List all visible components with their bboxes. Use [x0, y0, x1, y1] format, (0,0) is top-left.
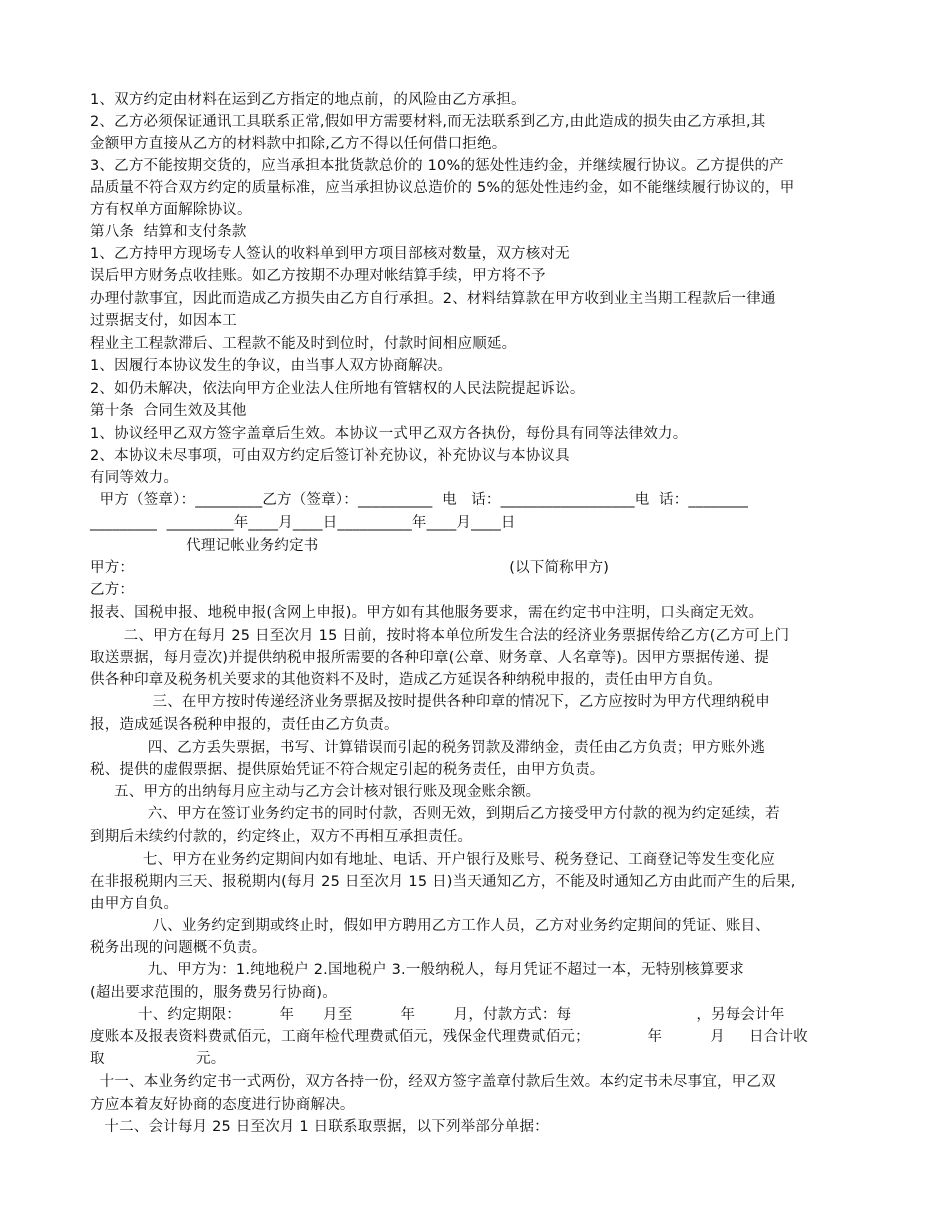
text-line: 五、甲方的出纳每月应主动与乙方会计核对银行账及现金账余额。 [90, 784, 541, 800]
text-line: 1、双方约定由材料在运到乙方指定的地点前，的风险由乙方承担。 [90, 92, 526, 108]
text-line: 六、甲方在签订业务约定书的同时付款，否则无效，到期后乙方接受甲方付款的视为约定延续，若 [90, 806, 780, 822]
text-line: 到期后未续约付款的，约定终止，双方不再相互承担责任。 [90, 829, 473, 845]
text-line: 2、乙方必须保证通讯工具联系正常,假如甲方需要材料,而无法联系到乙方,由此造成的损失由乙方承担,其 [90, 114, 766, 130]
text-line: (超出要求范围的，服务费另行协商)。 [90, 985, 337, 1001]
text-line: 度账本及报表资料费贰佰元，工商年检代理费贰佰元，残保金代理费贰佰元； 年 月 日合计收 [90, 1029, 808, 1045]
text-line: 1、因履行本协议发生的争议，由当事人双方协商解决。 [90, 358, 453, 374]
text-line: 由甲方自负。 [90, 896, 179, 912]
text-line: 十、约定期限： 年 月至 年 月，付款方式：每 ，另每会计年 [90, 1007, 785, 1023]
text-line: 取送票据，每月壹次)并提供纳税申报所需要的各种印章(公章、财务章、人名章等)。因甲方票据传递、提 [90, 650, 770, 666]
text-line: 金额甲方直接从乙方的材料款中扣除,乙方不得以任何借口拒绝。 [90, 136, 507, 152]
text-line: 七、甲方在业务约定期间内如有地址、电话、开户银行及账号、税务登记、工商登记等发生变化应 [90, 852, 775, 868]
text-line: 办理付款事宜，因此而造成乙方损失由乙方自行承担。2、材料结算款在甲方收到业主当期工程款后一律通 [90, 291, 776, 307]
text-line: 品质量不符合双方约定的质量标准，应当承担协议总造价的 5%的惩处性违约金，如不能继续履行协议的，甲 [90, 180, 795, 196]
date-line: _________ _________年____月____日__________年____月____日 [90, 515, 516, 531]
section-heading: 第八条 结算和支付条款 [90, 224, 247, 240]
text-line: 在非报税期内三天、报税期内(每月 25 日至次月 15 日)当天通知乙方，不能及时通知乙方由此而产生的后果, [90, 874, 796, 890]
text-line: 取 元。 [90, 1051, 226, 1067]
party-b-line: 乙方： [90, 582, 135, 598]
document-title: 代理记帐业务约定书 [90, 538, 319, 554]
party-a-line: 甲方： (以下简称甲方) [90, 560, 610, 576]
text-line: 十一、本业务约定书一式两份，双方各持一份，经双方签字盖章付款后生效。本约定书未尽事宜，甲乙双 [90, 1074, 776, 1090]
text-line: 二、甲方在每月 25 日至次月 15 日前，按时将本单位所发生合法的经济业务票据传给乙方(乙方可上门 [90, 628, 790, 644]
section-heading: 第十条 合同生效及其他 [90, 403, 247, 419]
text-line: 九、甲方为：1.纯地税户 2.国地税户 3.一般纳税人，每月凭证不超过一本，无特别核算要求 [90, 962, 744, 978]
text-line: 十二、会计每月 25 日至次月 1 日联系取票据，以下列举部分单据： [90, 1119, 549, 1135]
text-line: 八、业务约定到期或终止时，假如甲方聘用乙方工作人员，乙方对业务约定期间的凭证、账目、 [90, 918, 770, 934]
text-line: 税、提供的虚假票据、提供原始凭证不符合规定引起的税务责任，由甲方负责。 [90, 762, 605, 778]
text-line: 过票据支付，如因本工 [90, 313, 237, 329]
text-line: 税务出现的问题概不负责。 [90, 940, 267, 956]
text-line: 报，造成延误各税种申报的，责任由乙方负责。 [90, 717, 399, 733]
text-line: 误后甲方财务点收挂账。如乙方按期不办理对帐结算手续，甲方将不予 [90, 268, 546, 284]
text-line: 1、乙方持甲方现场专人签认的收料单到甲方项目部核对数量，双方核对无 [90, 246, 570, 262]
text-line: 2、如仍未解决，依法向甲方企业法人住所地有管辖权的人民法院提起诉讼。 [90, 381, 585, 397]
text-line: 四、乙方丢失票据，书写、计算错误而引起的税务罚款及滞纳金，责任由乙方负责；甲方账外逃 [90, 740, 766, 756]
text-line: 方有权单方面解除协议。 [90, 202, 252, 218]
text-line: 有同等效力。 [90, 470, 179, 486]
text-line: 报表、国税申报、地税申报(含网上申报)。甲方如有其他服务要求，需在约定书中注明，口头商定无效。 [90, 605, 764, 621]
text-line: 3、乙方不能按期交货的，应当承担本批货款总价的 10%的惩处性违约金，并继续履行协议。乙方提供的产 [90, 158, 784, 174]
text-line: 供各种印章及税务机关要求的其他资料不及时，造成乙方延误各种纳税申报的，责任由甲方自负。 [90, 672, 723, 688]
text-line: 程业主工程款滞后、工程款不能及时到位时，付款时间相应顺延。 [90, 336, 517, 352]
text-line: 三、在甲方按时传递经济业务票据及按时提供各种印章的情况下，乙方应按时为甲方代理纳税申 [90, 694, 770, 710]
text-line: 1、协议经甲乙双方签字盖章后生效。本协议一式甲乙双方各执份，每份具有同等法律效力。 [90, 426, 688, 442]
text-line: 方应本着友好协商的态度进行协商解决。 [90, 1097, 355, 1113]
signature-line: 甲方（签章）：_________乙方（签章）：__________ 电 话：__________________电 话：________ [90, 492, 749, 508]
text-line: 2、本协议未尽事项，可由双方约定后签订补充协议，补充协议与本协议具 [90, 448, 570, 464]
